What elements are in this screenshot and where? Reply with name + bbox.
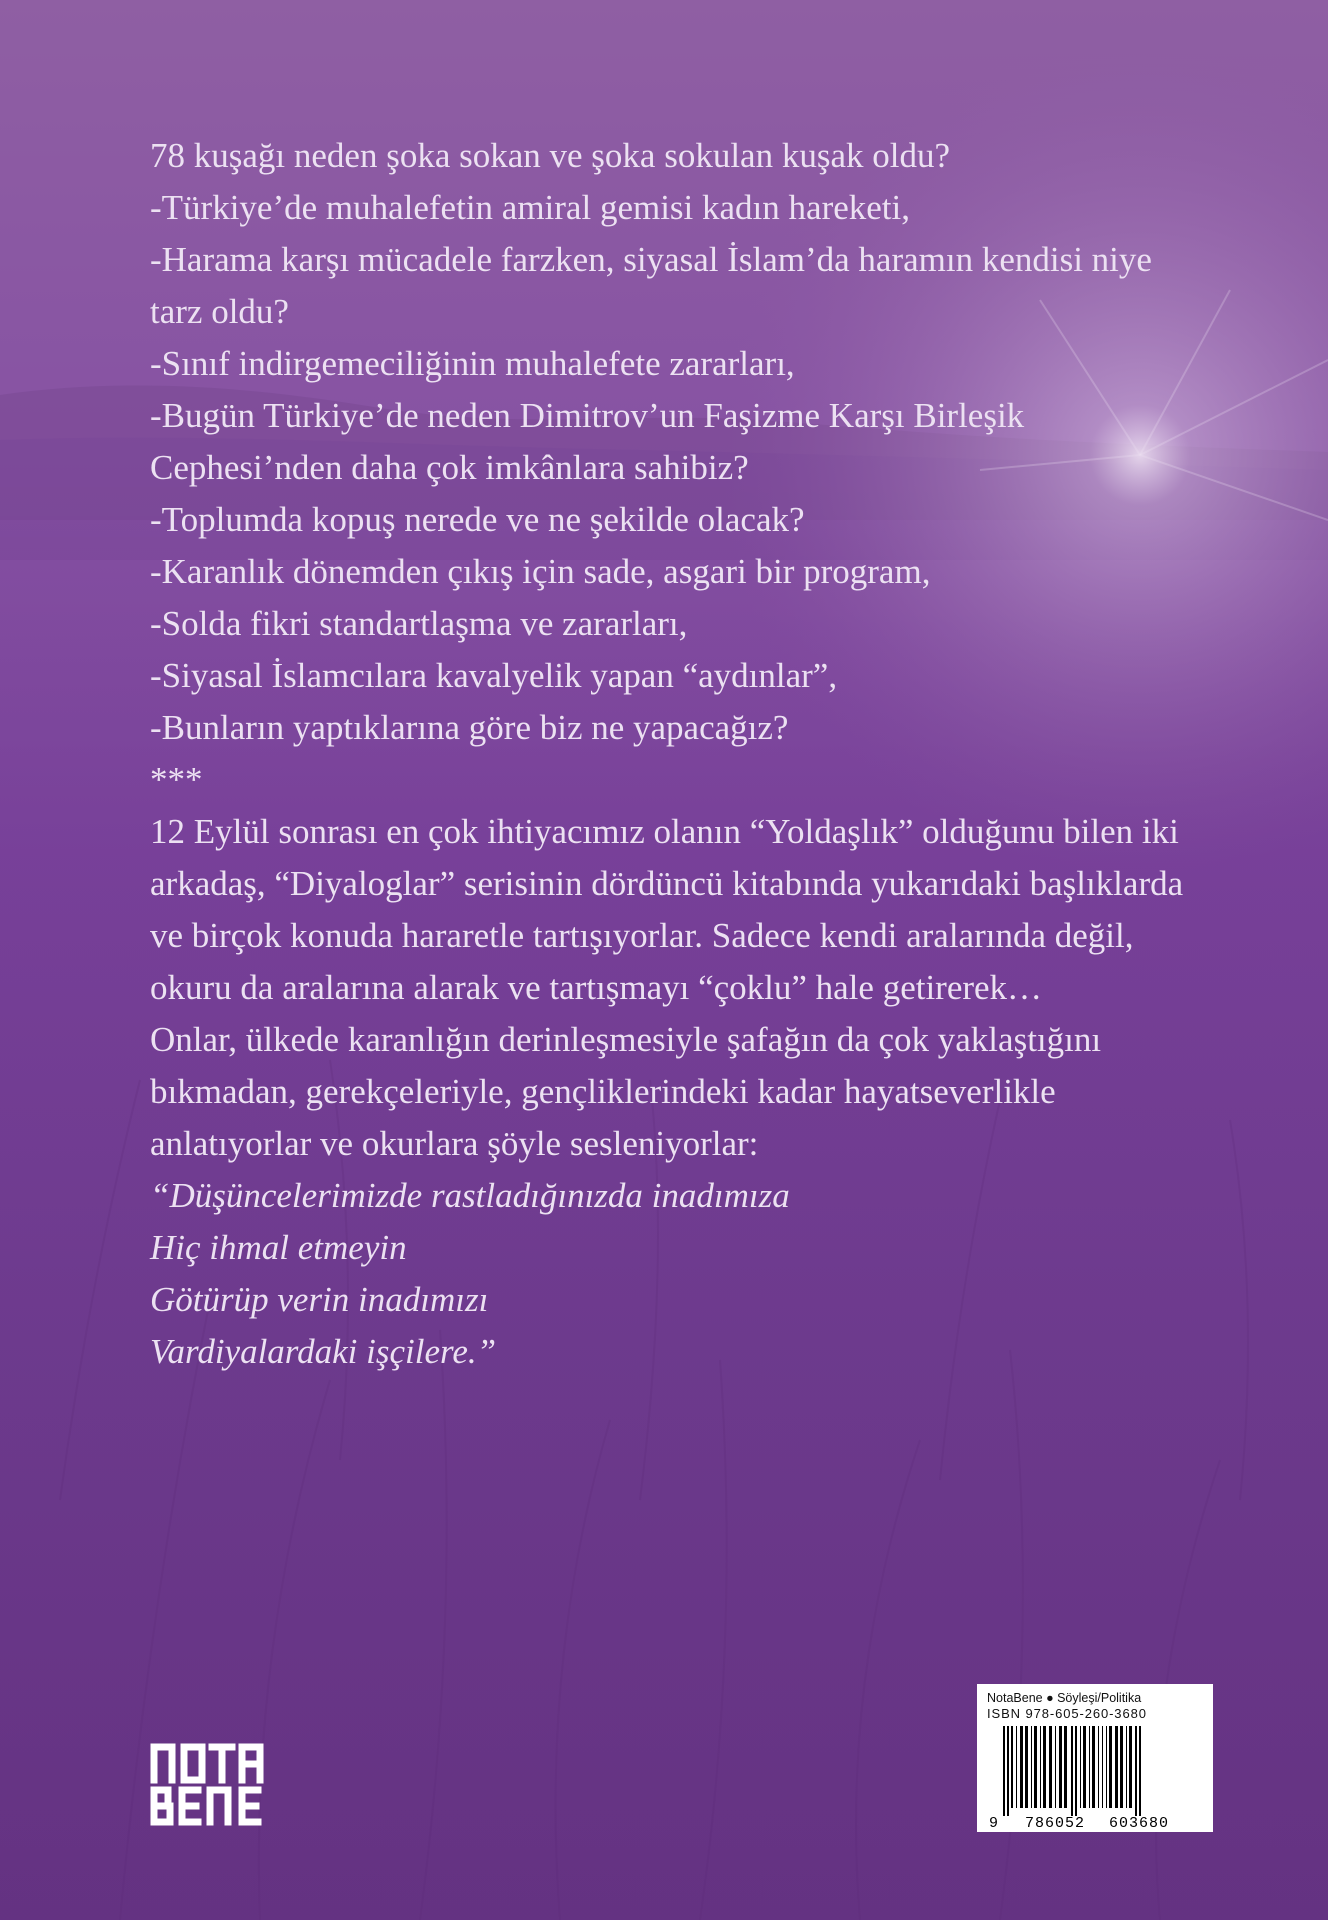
quote-line: “Düşüncelerimizde rastladığınızda inadımıza (150, 1176, 790, 1215)
barcode-bar (1025, 1726, 1028, 1808)
barcode-bar (1115, 1726, 1118, 1808)
barcode-bar (1135, 1726, 1137, 1816)
barcode-bar (1043, 1726, 1046, 1808)
section-separator: *** (150, 760, 203, 799)
text-line: -Karanlık dönemden çıkış için sade, asgari bir program, (150, 552, 931, 591)
text-line: tarz oldu? (150, 292, 289, 331)
text-line: -Siyasal İslamcılara kavalyelik yapan “aydınlar”, (150, 656, 838, 695)
text-line: 12 Eylül sonrası en çok ihtiyacımız olanın “Yoldaşlık” olduğunu bilen iki (150, 812, 1179, 851)
barcode-bar (1059, 1726, 1062, 1808)
barcode-bar (1120, 1726, 1123, 1808)
isbn-barcode-label (977, 1684, 1213, 1832)
barcode-digits-left: 786052 (1025, 1815, 1086, 1832)
text-line: 78 kuşağı neden şoka sokan ve şoka sokulan kuşak oldu? (150, 136, 950, 175)
barcode-bar (1016, 1726, 1017, 1808)
barcode-bar (1040, 1726, 1041, 1808)
text-line: anlatıyorlar ve okurlara şöyle sesleniyorlar: (150, 1124, 759, 1163)
barcode-bar (1064, 1726, 1067, 1808)
text-line: -Türkiye’de muhalefetin amiral gemisi kadın hareketi, (150, 188, 910, 227)
text-line: -Harama karşı mücadele farzken, siyasal İslam’da haramın kendisi niye (150, 240, 1152, 279)
barcode-bar (1098, 1726, 1099, 1808)
barcode-bar (1080, 1726, 1081, 1808)
barcode-bar (1075, 1726, 1077, 1816)
barcode-bar (1109, 1726, 1112, 1808)
barcode-bar (1007, 1726, 1009, 1816)
text-line: -Bunların yaptıklarına göre biz ne yapacağız? (150, 708, 789, 747)
barcode-bar (1129, 1726, 1132, 1808)
barcode-bar (1055, 1726, 1056, 1808)
barcode-bar (1083, 1726, 1086, 1808)
barcode-bar (1049, 1726, 1052, 1808)
text-line: -Bugün Türkiye’de neden Dimitrov’un Faşizme Karşı Birleşik (150, 396, 1025, 435)
text-line: -Toplumda kopuş nerede ve ne şekilde olacak? (150, 500, 805, 539)
text-line: ve birçok konuda hararetle tartışıyorlar. Sadece kendi aralarında değil, (150, 916, 1134, 955)
series-label: NotaBene ● Söyleşi/Politika (987, 1691, 1142, 1705)
text-line: -Sınıf indirgemeciliğinin muhalefete zararları, (150, 344, 795, 383)
text-line: Onlar, ülkede karanlığın derinleşmesiyle şafağın da çok yaklaştığını (150, 1020, 1102, 1059)
text-line: bıkmadan, gerekçeleriyle, gençliklerindeki kadar hayatseverlikle (150, 1072, 1056, 1111)
text-line: arkadaş, “Diyaloglar” serisinin dördüncü kitabında yukarıdaki başlıklarda (150, 864, 1184, 903)
quote-line: Vardiyalardaki işçilere.” (150, 1332, 497, 1371)
text-line: okuru da aralarına alarak ve tartışmayı “çoklu” hale getirerek… (150, 968, 1043, 1007)
barcode-bar (1003, 1726, 1005, 1816)
barcode-bar (1089, 1726, 1090, 1808)
text-line: -Solda fikri standartlaşma ve zararları, (150, 604, 688, 643)
notabene-logo-icon (150, 1742, 274, 1826)
barcode-digits-right: 603680 (1109, 1815, 1170, 1832)
barcode-bar (1071, 1726, 1073, 1816)
barcode-bar (1092, 1726, 1095, 1808)
barcode-digit-prefix: 9 (989, 1815, 999, 1832)
barcode-bar (1102, 1726, 1103, 1808)
isbn-label: ISBN 978-605-260-3680 (987, 1706, 1147, 1721)
quote-line: Hiç ihmal etmeyin (150, 1228, 407, 1267)
barcode (987, 1726, 1205, 1832)
barcode-bar (1020, 1726, 1023, 1808)
quote-line: Götürüp verin inadımızı (150, 1280, 489, 1319)
barcode-bar (1011, 1726, 1013, 1808)
barcode-bar (1031, 1726, 1032, 1808)
back-cover-text (150, 130, 1250, 1378)
barcode-bar (1139, 1726, 1141, 1816)
text-line: Cephesi’nden daha çok imkânlara sahibiz? (150, 448, 749, 487)
barcode-bar (1106, 1726, 1107, 1808)
barcode-bar (1034, 1726, 1037, 1808)
barcode-bar (1126, 1726, 1127, 1808)
